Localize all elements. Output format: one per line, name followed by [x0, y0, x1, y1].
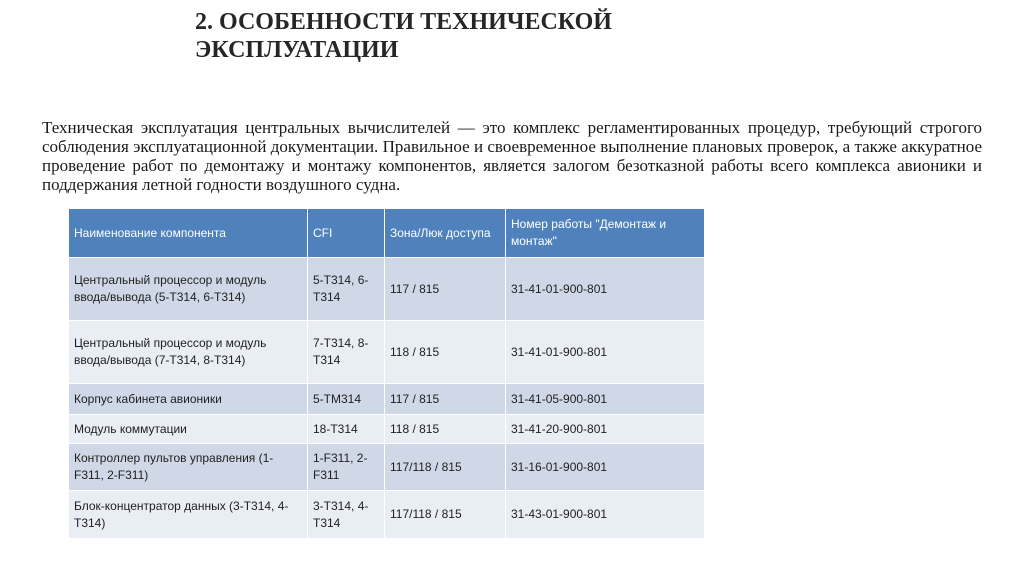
header-zone-access: Зона/Люк доступа [385, 209, 506, 258]
cell-component-name: Модуль коммутации [69, 415, 308, 444]
cell-zone-access: 117 / 815 [385, 258, 506, 321]
table-row [69, 415, 705, 444]
cell-zone-access: 117/118 / 815 [385, 444, 506, 491]
intro-paragraph: Техническая эксплуатация центральных вычислителей — это комплекс регламентированных процедур, требующий строгого соблюдения эксплуатационной документации. Правильное и своевременное выполнение плановых проверок, а также аккуратное проведение работ по демонтажу и монтажу компонентов, является залогом безотказной работы всего комплекса авионики и поддержания летной годности воздушного судна. [42, 118, 982, 194]
cell-component-name: Блок-концентратор данных (3-T314, 4-T314) [69, 491, 308, 539]
cell-task-number: 31-41-01-900-801 [506, 258, 705, 321]
cell-task-number: 31-43-01-900-801 [506, 491, 705, 539]
header-component-name: Наименование компонента [69, 209, 308, 258]
cell-cfi: 3-T314, 4-T314 [308, 491, 385, 539]
cell-component-name: Центральный процессор и модуль ввода/вывода (7-T314, 8-T314) [69, 321, 308, 384]
cell-cfi: 7-T314, 8-T314 [308, 321, 385, 384]
table-row [69, 258, 705, 321]
header-cfi: CFI [308, 209, 385, 258]
cell-task-number: 31-16-01-900-801 [506, 444, 705, 491]
cell-task-number: 31-41-20-900-801 [506, 415, 705, 444]
cell-component-name: Корпус кабинета авионики [69, 384, 308, 415]
table-header-row [69, 209, 705, 258]
cell-cfi: 5-T314, 6-T314 [308, 258, 385, 321]
header-task-number: Номер работы "Демонтаж и монтаж" [506, 209, 705, 258]
cell-cfi: 18-T314 [308, 415, 385, 444]
cell-component-name: Центральный процессор и модуль ввода/вывода (5-T314, 6-T314) [69, 258, 308, 321]
cell-cfi: 5-TM314 [308, 384, 385, 415]
title-line-1: 2. ОСОБЕННОСТИ ТЕХНИЧЕСКОЙ [195, 9, 612, 35]
cell-task-number: 31-41-01-900-801 [506, 321, 705, 384]
table-row [69, 321, 705, 384]
cell-zone-access: 117/118 / 815 [385, 491, 506, 539]
cell-component-name: Контроллер пультов управления (1-F311, 2-F311) [69, 444, 308, 491]
title-line-2: ЭКСПЛУАТАЦИИ [195, 37, 399, 63]
cell-zone-access: 117 / 815 [385, 384, 506, 415]
slide-title [195, 8, 815, 64]
table-row [69, 444, 705, 491]
cell-zone-access: 118 / 815 [385, 415, 506, 444]
table-row [69, 384, 705, 415]
cell-cfi: 1-F311, 2-F311 [308, 444, 385, 491]
cell-zone-access: 118 / 815 [385, 321, 506, 384]
cell-task-number: 31-41-05-900-801 [506, 384, 705, 415]
components-table [68, 208, 705, 539]
table-row [69, 491, 705, 539]
